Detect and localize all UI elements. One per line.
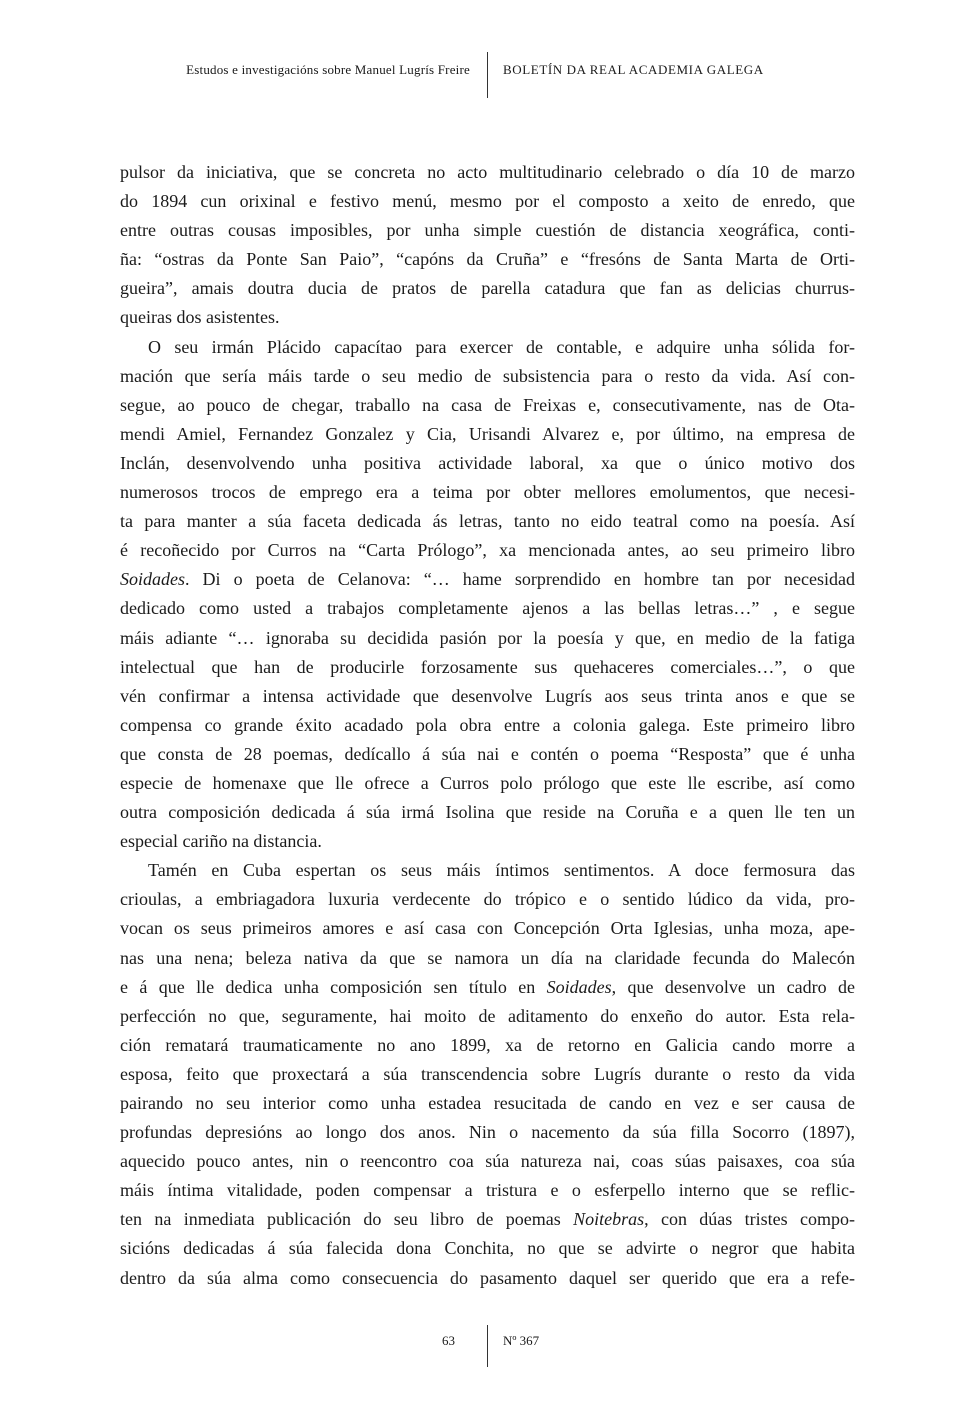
text-line xyxy=(120,914,855,943)
text-line xyxy=(120,449,855,478)
text-line xyxy=(120,1234,855,1263)
text-run: queiras dos asistentes. xyxy=(120,307,280,328)
text-run: vocan os seus primeiros amores e así casa con Concepción Orta Iglesias, unha moza, ape- xyxy=(120,918,855,939)
text-run: Tamén en Cuba espertan os seus máis íntimos sentimentos. A doce fermosura das xyxy=(148,860,855,881)
text-run: . Di o poeta de Celanova: “… hame sorprendido en hombre tan por necesidad xyxy=(185,569,855,590)
text-line xyxy=(120,827,855,856)
text-run: nas una nena; beleza nativa da que se namora un día na claridade fecunda do Malecón xyxy=(120,947,855,968)
text-run: que consta de 28 poemas, dedícallo á súa nai e contén o poema “Resposta” que é unha xyxy=(120,743,855,764)
text-line xyxy=(120,624,855,653)
text-line xyxy=(120,740,855,769)
issue-number: Nº 367 xyxy=(503,1333,540,1348)
footer-divider xyxy=(487,1325,488,1367)
text-line xyxy=(120,1060,855,1089)
book-title: Soidades xyxy=(546,976,612,997)
text-run: dentro da súa alma como consecuencia do pasamento daquel ser querido que era a refe- xyxy=(120,1267,855,1288)
text-line xyxy=(120,303,855,332)
text-run: crioulas, a embriagadora luxuria verdecente do trópico e o sentido lúdico da vida, pro- xyxy=(120,889,855,910)
text-run: ten na inmediata publicación do seu libro de poemas xyxy=(120,1209,574,1230)
paragraph xyxy=(120,158,855,333)
text-run: dedicado como usted a trabajos completamente ajenos a las bellas letras…” , e segue xyxy=(120,598,855,619)
running-header-right: BOLETÍN DA REAL ACADEMIA GALEGA xyxy=(503,62,764,77)
text-line xyxy=(120,1205,855,1234)
text-line xyxy=(120,1264,855,1293)
text-run: gueira”, amais doutra ducia de pratos de parella catadura que fan as delicias churrus- xyxy=(120,278,855,299)
text-run: e á que lle dedica unha composición sen título en xyxy=(120,976,547,997)
text-run: outra composición dedicada á súa irmá Isolina que reside na Coruña e a quen lle ten un xyxy=(120,802,855,823)
text-line xyxy=(120,769,855,798)
text-line xyxy=(120,391,855,420)
text-line xyxy=(120,944,855,973)
text-run: mendi Amiel, Fernandez Gonzalez y Cia, Urisandi Alvarez e, por último, na empresa de xyxy=(120,423,855,444)
text-run: sicións dedicadas á súa falecida dona Conchita, no que se advirte o negror que habita xyxy=(120,1238,855,1259)
text-run: mación que sería máis tarde o seu medio de subsistencia para o resto da vida. Así con- xyxy=(120,365,855,386)
text-run: ción rematará traumaticamente no ano 1899, xa de retorno en Galicia cando morre a xyxy=(120,1034,855,1055)
text-run: pulsor da iniciativa, que se concreta no acto multitudinario celebrado o día 10 de marzo xyxy=(120,162,855,182)
running-header-left: Estudos e investigacións sobre Manuel Lugrís Freire xyxy=(186,62,470,77)
text-line xyxy=(120,478,855,507)
text-run: especie de homenaxe que lle ofrece a Curros polo prólogo que este lle escribe, así como xyxy=(120,772,855,793)
text-line xyxy=(120,565,855,594)
text-line xyxy=(120,653,855,682)
text-line xyxy=(120,682,855,711)
header-divider xyxy=(487,52,488,98)
text-run: esposa, feito que proxectará a súa transcendencia sobre Lugrís durante o resto da vida xyxy=(120,1063,855,1084)
body-text xyxy=(120,158,855,1293)
text-run: vén confirmar a intensa actividade que desenvolve Lugrís aos seus trinta anos e que se xyxy=(120,685,855,706)
text-run: Inclán, desenvolvendo unha positiva actividade laboral, xa que o único motivo dos xyxy=(120,452,855,473)
text-line xyxy=(120,333,855,362)
text-line xyxy=(120,420,855,449)
text-line xyxy=(120,507,855,536)
text-run: aquecido pouco antes, nin o reencontro coa súa natureza nai, coas súas paisaxes, coa súa xyxy=(120,1151,855,1172)
text-run: máis íntima vitalidade, poden compensar a tristura e o esferpello interno que se reflic- xyxy=(120,1180,855,1201)
text-line xyxy=(120,711,855,740)
paragraph xyxy=(120,856,855,1292)
text-run: O seu irmán Plácido capacítao para exercer de contable, e adquire unha sólida for- xyxy=(148,336,855,357)
text-run: , con dúas tristes compo- xyxy=(644,1209,855,1230)
text-run: do 1894 cun orixinal e festivo menú, mesmo por el composto a xeito de enredo, que xyxy=(120,191,855,212)
text-run: máis adiante “… ignoraba su decidida pasión por la poesía y que, en medio de la fatiga xyxy=(120,627,855,648)
text-run: numerosos trocos de emprego era a teima por obter mellores emolumentos, que necesi- xyxy=(120,482,855,503)
text-run: pairando no seu interior como unha estadea resucitada de cando en vez e ser causa de xyxy=(120,1093,855,1113)
text-line xyxy=(120,1031,855,1060)
text-line xyxy=(120,798,855,827)
text-run: intelectual que han de producirle forzosamente sus quehaceres comerciales…”, o que xyxy=(120,656,855,677)
text-run: profundas depresións ao longo dos anos. Nin o nacemento da súa filla Socorro (1897), xyxy=(120,1122,855,1143)
text-line xyxy=(120,1176,855,1205)
text-line xyxy=(120,1118,855,1147)
text-line xyxy=(120,973,855,1002)
page-number: 63 xyxy=(442,1333,455,1348)
text-line xyxy=(120,1002,855,1031)
text-run: compensa co grande éxito acadado pola obra entre a colonia galega. Este primeiro libro xyxy=(120,714,855,735)
text-line xyxy=(120,856,855,885)
text-line xyxy=(120,536,855,565)
text-line xyxy=(120,245,855,274)
text-run: é recoñecido por Curros na “Carta Prólogo”, xa mencionada antes, ao seu primeiro libro xyxy=(120,540,855,561)
book-title: Soidades xyxy=(120,569,185,590)
text-line xyxy=(120,362,855,391)
text-line xyxy=(120,885,855,914)
text-run: entre outras cousas imposibles, por unha simple cuestión de distancia xeográfica, conti- xyxy=(120,220,855,241)
text-run: especial cariño na distancia. xyxy=(120,831,322,852)
paragraph xyxy=(120,333,855,857)
text-run: ña: “ostras da Ponte San Paio”, “capóns da Cruña” e “fresóns de Santa Marta de Orti- xyxy=(120,249,855,270)
text-line xyxy=(120,594,855,623)
text-line xyxy=(120,1147,855,1176)
text-line xyxy=(120,1089,855,1118)
text-line xyxy=(120,274,855,303)
text-run: , que desenvolve un cadro de xyxy=(611,976,855,997)
text-line xyxy=(120,216,855,245)
text-run: segue, ao pouco de chegar, traballo na casa de Freixas e, consecutivamente, nas de Ota- xyxy=(120,394,855,415)
book-title: Noitebras xyxy=(573,1209,645,1230)
text-line xyxy=(120,187,855,216)
text-run: perfección no que, seguramente, hai moito de aditamento do enxeño do autor. Esta rela- xyxy=(120,1005,855,1026)
text-run: ta para manter a súa faceta dedicada ás letras, tanto no eido teatral como na poesía. Así xyxy=(120,511,855,532)
text-line xyxy=(120,158,855,187)
